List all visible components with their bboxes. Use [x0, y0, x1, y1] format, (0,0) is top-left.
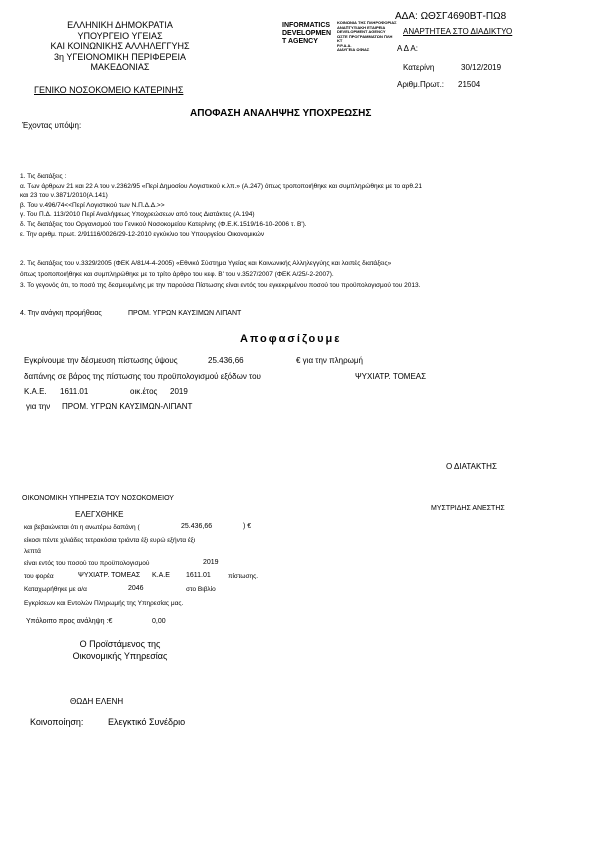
logo-small-7: ΔΙΑΥΓΕΙΑ ΩΦΙΑΣ: [337, 47, 370, 52]
finance-kae-label: Κ.Α.Ε: [152, 572, 170, 579]
provision-a-2: και 23 του ν.3871/2010(Α.141): [20, 192, 108, 200]
logo-small-2: ΑΝΑΠΤΥΞΙΑΚΗ ΕΤΑΙΡΕΙΑ: [337, 24, 386, 30]
kae-label: Κ.Α.Ε.: [24, 387, 47, 396]
amount-in-words-2: λεπτά: [24, 548, 41, 555]
for-label: για την: [26, 402, 51, 411]
para-2-line-2: όπως τροποποιήθηκε και συμπληρώθηκε με το τρίτο άρθρο του κεφ. Β' του ν.3527/2007 (ΦΕΚ Α/25/-2-2007).: [20, 271, 334, 278]
notify-label: Κοινοποίηση:: [30, 717, 84, 727]
finance-line-5e: πίστωσης.: [228, 573, 259, 580]
finance-line-6c: στο Βιβλίο: [186, 586, 216, 593]
finance-head-line-1: Ο Προϊστάμενος της: [79, 639, 161, 649]
document-date: 30/12/2019: [461, 63, 502, 72]
logo-line-1: INFORMATICS: [282, 22, 331, 29]
signatory-name: ΜΥΣΤΡΙΔΗΣ ΑΝΕΣΤΗΣ: [431, 505, 505, 512]
publish-notice: ΑΝΑΡΤΗΤΕΑ ΣΤΟ ΔΙΑΔΙΚΤΥΟ: [403, 27, 513, 36]
finance-line-4a: είναι εντός του ποσού του προϋπολογισμού: [24, 560, 150, 567]
para-3: 3. Το γεγονός ότι, το ποσό της δεσμευμένης με την παρούσα Πίστωσης είναι εντός του εγκεκριμένου ποσού του προϋπολογισμού του 2013.: [20, 282, 421, 289]
provision-a-1: α. Των άρθρων 21 και 22 Α του ν.2362/95 «Περί Δημοσίου Λογιστικού κ.λπ.» (Α.247) όπως τροποποιήθηκε και συμπληρώθηκε με το αρθ.21: [20, 182, 423, 190]
logo-line-2: DEVELOPMEN: [282, 30, 332, 37]
finance-amount: 25.436,66: [181, 523, 213, 530]
approval-amount: 25.436,66: [208, 356, 244, 365]
logo-line-3: T AGENCY: [282, 38, 318, 45]
remaining-value: 0,00: [152, 618, 166, 625]
remaining-label: Υπόλοιπο προς ανάληψη :€: [26, 618, 113, 625]
signatory-title: Ο ΔΙΑΤΑΚΤΗΣ: [446, 462, 497, 471]
for-value: ΠΡΟΜ. ΥΓΡΩΝ ΚΑΥΣΙΜΩΝ-ΛΙΠΑΝΤ: [62, 402, 193, 411]
issuer-line-5: ΜΑΚΕΔΟΝΙΑΣ: [90, 62, 150, 72]
finance-head-name: ΘΩΔΗ ΕΛΕΝΗ: [70, 697, 124, 706]
finance-budget-year: 2019: [203, 559, 219, 566]
issuer-block: [30, 20, 210, 73]
logo-small-3: DEVELOPMENT AGENCY: [337, 29, 386, 34]
issuer-line-1: ΕΛΛΗΝΙΚΗ ΔΗΜΟΚΡΑΤΙΑ: [67, 20, 173, 30]
hospital-name: ΓΕΝΙΚΟ ΝΟΣΟΚΟΜΕΙΟ ΚΑΤΕΡΙΝΗΣ: [34, 85, 184, 95]
having-regard: Έχοντας υπόψη:: [22, 121, 82, 130]
approval-line-2: δαπάνης σε βάρος της πίστωσης του προϋπολογισμού εξόδων του: [24, 372, 261, 381]
fiscal-year: 2019: [170, 387, 188, 396]
fiscal-year-label: οικ.έτος: [130, 387, 158, 396]
provisions-list: [20, 172, 422, 239]
approval-line-1a: Εγκρίνουμε την δέσμευση πίστωσης ύψους: [24, 356, 178, 365]
approval-sector: ΨΥΧΙΑΤΡ. ΤΟΜΕΑΣ: [355, 372, 427, 381]
finance-head-block: [40, 638, 200, 662]
provision-d: δ. Τις διατάξεις του Οργανισμού του Γενικού Νοσοκομείου Κατερίνης (Φ.Ε.Κ.1519/16-10-2006 τ. Β').: [20, 220, 307, 228]
city-label: Κατερίνη: [403, 63, 435, 72]
finance-line-5a: του φορέα: [24, 573, 54, 580]
logo-small-5: ΚΤ: [337, 38, 343, 43]
finance-kae: 1611.01: [186, 572, 211, 579]
decision-heading: Αποφασίζουμε: [240, 333, 342, 345]
ada-code: ΑΔΑ: ΩΘΣΓ4690ΒΤ-ΠΩ8: [395, 11, 507, 22]
logo-small-4: ΩΣΤΕ ΠΡΟΓΡΑΜΜΑΤΩΝ ΠΛΗ: [337, 33, 393, 39]
logo-small-6: Ρ.Ρ.Α.Α.: [337, 42, 352, 48]
page-title: ΑΠΟΦΑΣΗ ΑΝΑΛΗΨΗΣ ΥΠΟΧΡΕΩΣΗΣ: [190, 108, 372, 119]
approval-line-1b: € για την πληρωμή: [296, 356, 363, 365]
finance-entry-number: 2046: [128, 585, 144, 592]
checked-label: ΕΛΕΓΧΘΗΚΕ: [75, 510, 124, 519]
issuer-line-4: 3η ΥΓΕΙΟΝΟΜΙΚΗ ΠΕΡΙΦΕΡΕΙΑ: [53, 51, 186, 62]
finance-service: ΟΙΚΟΝΟΜΙΚΗ ΥΠΗΡΕΣΙΑ ΤΟΥ ΝΟΣΟΚΟΜΕΙΟΥ: [22, 495, 174, 502]
agency-logo: [282, 22, 331, 46]
provisions-heading: 1. Τις διατάξεις :: [20, 173, 67, 180]
finance-head-line-2: Οικονομικής Υπηρεσίας: [72, 651, 168, 661]
need-value: ΠΡΟΜ. ΥΓΡΩΝ ΚΑΥΣΙΜΩΝ ΛΙΠΑΝΤ: [128, 310, 242, 317]
provision-g: γ. Του Π.Δ. 113/2010 Περί Αναλήψεως Υποχρεώσεων από τους Διατάκτες (Α.194): [20, 211, 255, 219]
ada-label: Α Δ Α:: [397, 44, 418, 53]
finance-line-1c: ) €: [243, 523, 252, 530]
para-2-line-1: 2. Τις διατάξεις του ν.3329/2005 (ΦΕΚ Α/81/4-4-2005) «Εθνικό Σύστημα Υγείας και Κοινωνικής Αλληλεγγύης και λοιπές διατάξεις»: [20, 260, 392, 267]
provision-b: β. Του ν.496/74<<Περί Λογιστικού των Ν.Π.Δ.Δ.>>: [20, 201, 165, 209]
finance-line-7: Εγκρίσεων και Εντολών Πληρωμής της Υπηρεσίας μας.: [24, 600, 184, 607]
amount-in-words: είκοσι πέντε χιλιάδες τετρακόσια τριάντα έξι ευρώ εξήντα έξι: [24, 537, 196, 544]
logo-small-1: ΚΟΙΝΩΝΙΑ ΤΗΣ ΠΛΗΡΟΦΟΡΙΑΣ: [337, 20, 397, 25]
finance-line-6a: Καταχωρήθηκε με α/α: [24, 586, 87, 593]
provision-e: ε. Την αριθμ. πρωτ. 2/91116/0026/29-12-2010 εγκύκλιο του Υπουργείου Οικονομικών: [20, 230, 265, 238]
logo-small-text: [337, 21, 397, 53]
finance-sector: ΨΥΧΙΑΤΡ. ΤΟΜΕΑΣ: [78, 572, 141, 579]
paragraph-2: [20, 258, 420, 291]
issuer-line-2: ΥΠΟΥΡΓΕΙΟ ΥΓΕΙΑΣ: [77, 30, 163, 41]
finance-line-1a: και βεβαιώνεται ότι η ανωτέρω δαπάνη (: [24, 524, 140, 531]
notify-value: Ελεγκτικό Συνέδριο: [108, 717, 186, 727]
protocol-label: Αριθμ.Πρωτ.:: [397, 80, 445, 89]
issuer-line-3: ΚΑΙ ΚΟΙΝΩΝΙΚΗΣ ΑΛΛΗΛΕΓΓΥΗΣ: [50, 41, 190, 51]
kae-value: 1611.01: [60, 387, 89, 396]
need-label: 4. Την ανάγκη προμήθειας: [20, 310, 102, 317]
protocol-number: 21504: [458, 80, 481, 89]
